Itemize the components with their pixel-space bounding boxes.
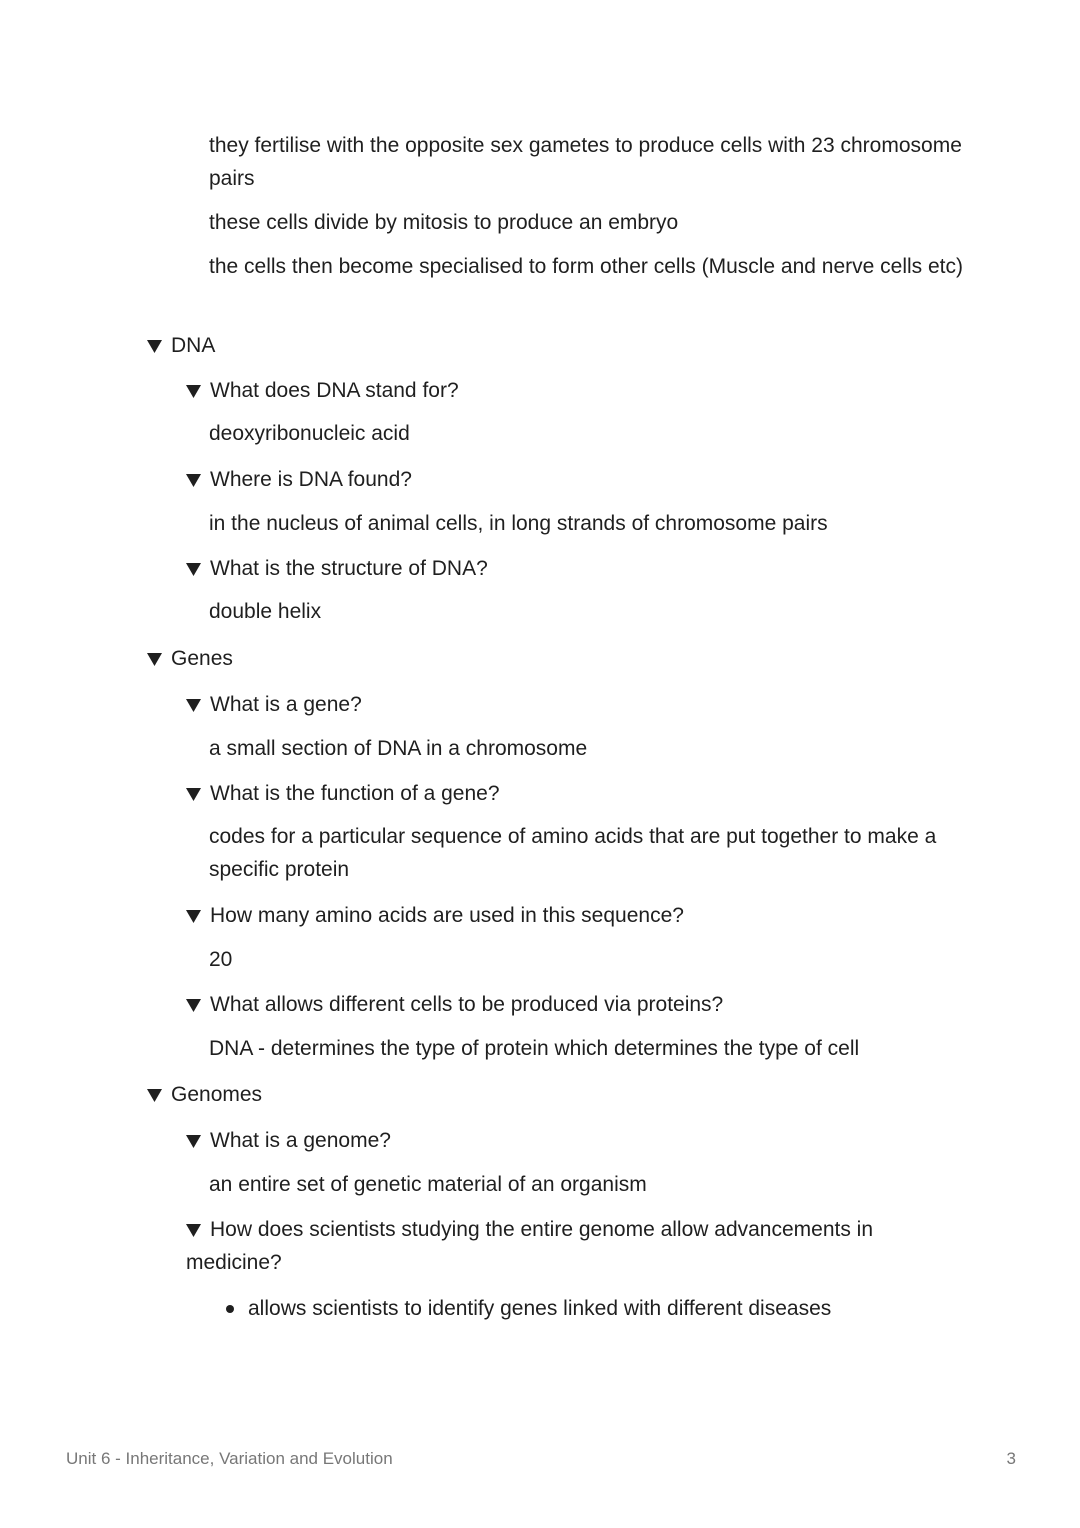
question-label: What is a genome? [210, 1129, 391, 1152]
answer-fertilisation: they fertilise with the opposite sex gametes to produce cells with 23 chromosome pairs [209, 134, 962, 190]
question-label: What allows different cells to be produced via proteins? [210, 993, 724, 1016]
question-label: What is the function of a gene? [210, 782, 500, 805]
page-number: 3 [1006, 1449, 1016, 1468]
triangle-down-icon[interactable] [186, 699, 201, 712]
answer-text: in the nucleus of animal cells, in long strands of chromosome pairs [209, 512, 828, 535]
answer-text: a small section of DNA in a chromosome [209, 737, 588, 760]
toggle-question[interactable] [186, 463, 412, 496]
bullet-dot-icon [226, 1305, 234, 1313]
question-label: How does scientists studying the entire genome allow advancements in [210, 1218, 874, 1241]
heading-label: Genomes [171, 1083, 263, 1106]
triangle-down-icon[interactable] [186, 999, 201, 1012]
toggle-question[interactable] [186, 988, 723, 1021]
heading-label: Genes [171, 647, 233, 670]
answer-text: DNA - determines the type of protein which determines the type of cell [209, 1037, 860, 1060]
toggle-question[interactable] [186, 552, 488, 585]
heading-label: DNA [171, 334, 216, 357]
question-label: How many amino acids are used in this sequence? [210, 904, 684, 927]
answer-text: deoxyribonucleic acid [209, 422, 410, 445]
question-label: What is the structure of DNA? [210, 557, 488, 580]
triangle-down-icon[interactable] [186, 788, 201, 801]
triangle-down-icon[interactable] [186, 1135, 201, 1148]
toggle-heading-genes[interactable] [147, 642, 233, 675]
triangle-down-icon[interactable] [147, 1089, 162, 1102]
answer-text: 20 [209, 948, 233, 971]
question-label: What is a gene? [210, 693, 362, 716]
toggle-question[interactable] [186, 1213, 873, 1246]
toggle-question[interactable] [186, 777, 500, 810]
footer-unit-title: Unit 6 - Inheritance, Variation and Evolution [66, 1449, 393, 1468]
triangle-down-icon[interactable] [186, 385, 201, 398]
answer-text: codes for a particular sequence of amino acids that are put together to make a specific protein [209, 825, 937, 881]
toggle-heading-dna[interactable] [147, 329, 215, 362]
toggle-question[interactable] [186, 899, 684, 932]
triangle-down-icon[interactable] [147, 340, 162, 353]
toggle-question[interactable] [186, 688, 362, 721]
toggle-heading-genomes[interactable] [147, 1078, 262, 1111]
question-label: What does DNA stand for? [210, 379, 459, 402]
answer-specialisation: the cells then become specialised to form other cells (Muscle and nerve cells etc) [209, 255, 964, 278]
question-label-continuation: medicine? [186, 1251, 282, 1274]
question-label: Where is DNA found? [210, 468, 412, 491]
answer-text: double helix [209, 600, 322, 623]
triangle-down-icon[interactable] [186, 910, 201, 923]
toggle-question[interactable] [186, 1124, 391, 1157]
triangle-down-icon[interactable] [186, 1224, 201, 1237]
triangle-down-icon[interactable] [147, 653, 162, 666]
answer-mitosis: these cells divide by mitosis to produce an embryo [209, 211, 679, 234]
toggle-question[interactable] [186, 374, 459, 407]
triangle-down-icon[interactable] [186, 563, 201, 576]
triangle-down-icon[interactable] [186, 474, 201, 487]
bullet-answer: allows scientists to identify genes linked with different diseases [248, 1297, 832, 1320]
answer-text: an entire set of genetic material of an organism [209, 1173, 647, 1196]
